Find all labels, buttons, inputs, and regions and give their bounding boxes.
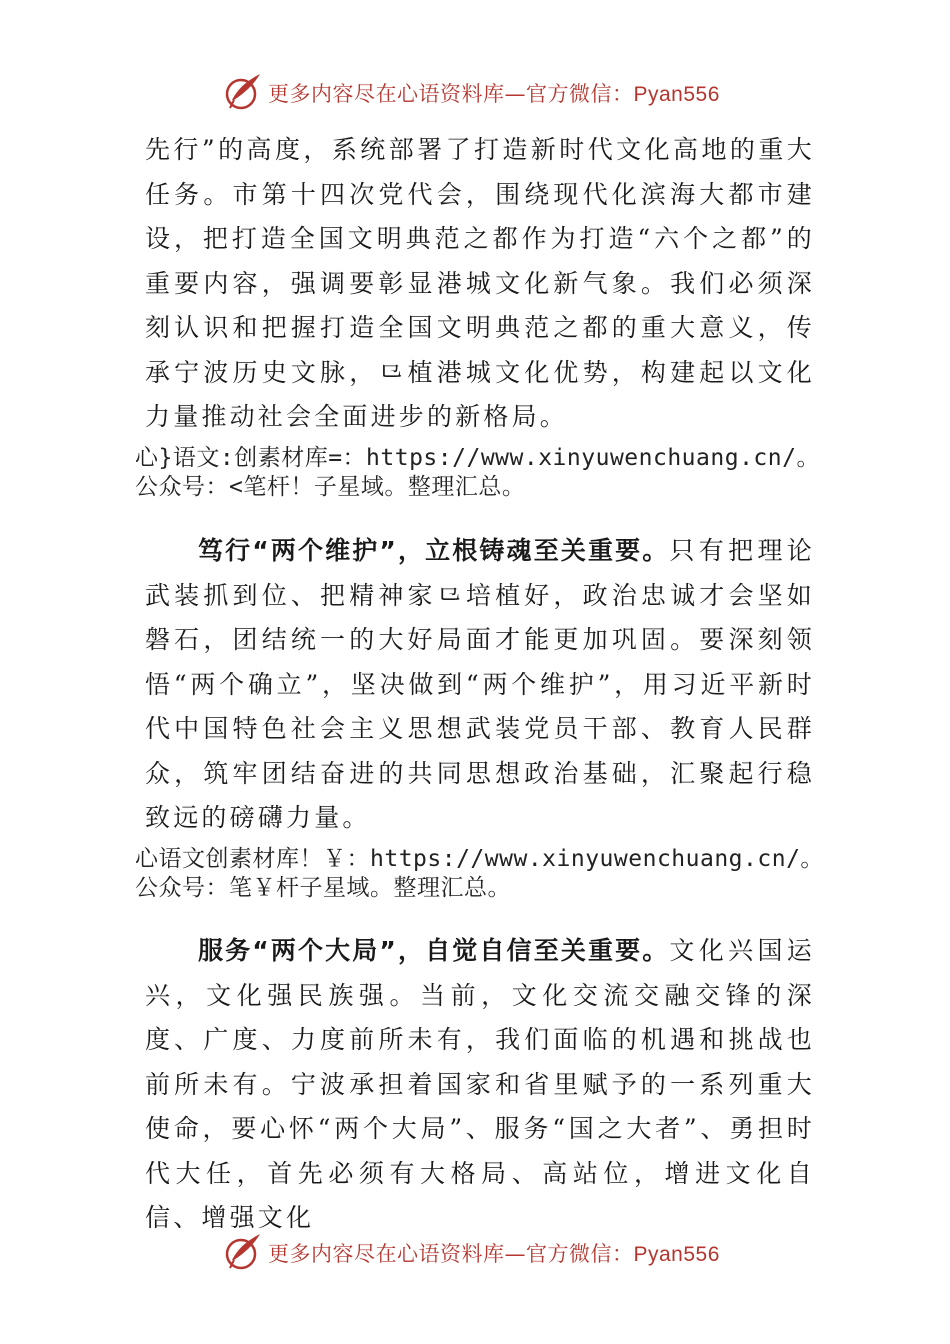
paragraph-2-body: 只有把理论武装抓到位、把精神家⺋培植好，政治忠诚才会坚如磐石，团结统一的大好局面才能更加巩固。要深刻领悟“两个确立”，坚决做到“两个维护”，用习近平新时代中国特色社会主义思想武装党员干部、教育人民群众，筑牢团结奋进的共同思想政治基础，汇聚起行稳致远的磅礴力量。 (145, 536, 815, 832)
watermark-note-2: 心语文创素材库！￥：https://www.xinyuwenchuang.cn/。公众号：笔￥杆子星域。整理汇总。 (135, 846, 824, 901)
header-wechat-id: Pyan556 (633, 83, 720, 106)
paragraph-1: 先行”的高度，系统部署了打造新时代文化高地的重大任务。市第十四次党代会，围绕现代化滨海大都市建设，把打造全国文明典范之都作为打造“六个之都”的重要内容，强调要彰显港城文化新气象。我们必须深刻认识和把握打造全国文明典范之都的重大意义，传承宁波历史文脉，⺋植港城文化优势，构建起以文化力量推动社会全面进步的新格局。 (145, 135, 815, 431)
footer-banner (0, 1226, 950, 1282)
header-site-text: 更多内容尽在心语资料库 (268, 82, 505, 106)
footer-text (268, 1238, 720, 1268)
header-dash: — (504, 82, 526, 106)
quill-logo-icon (222, 1230, 264, 1272)
paragraph-3 (145, 929, 815, 1241)
header-banner (0, 66, 950, 122)
footer-wechat-id: Pyan556 (633, 1243, 720, 1266)
paragraph-3-heading: 服务“两个大局”，自觉自信至关重要。 (198, 936, 670, 965)
footer-dash: — (504, 1242, 526, 1266)
paragraph-2 (145, 529, 815, 841)
paragraph-2-heading: 笃行“两个维护”，立根铸魂至关重要。 (198, 536, 670, 565)
quill-logo-icon (222, 70, 264, 112)
paragraph-3-body: 文化兴国运兴，文化强民族强。当前，文化交流交融交锋的深度、广度、力度前所未有，我们面临的机遇和挑战也前所未有。宁波承担着国家和省里赋予的一系列重大使命，要心怀“两个大局”、服务“国之大者”、勇担时代大任，首先必须有大格局、高站位，增进文化自信、增强文化 (145, 936, 815, 1232)
footer-wechat-label: 官方微信： (526, 1242, 634, 1266)
header-text (268, 78, 720, 108)
watermark-note-1: 心}语文:创素材库=：https://www.xinyuwenchuang.cn/。公众号：<笔杆！子星域。整理汇总。 (135, 445, 820, 500)
footer-site-text: 更多内容尽在心语资料库 (268, 1242, 505, 1266)
header-wechat-label: 官方微信： (526, 82, 634, 106)
